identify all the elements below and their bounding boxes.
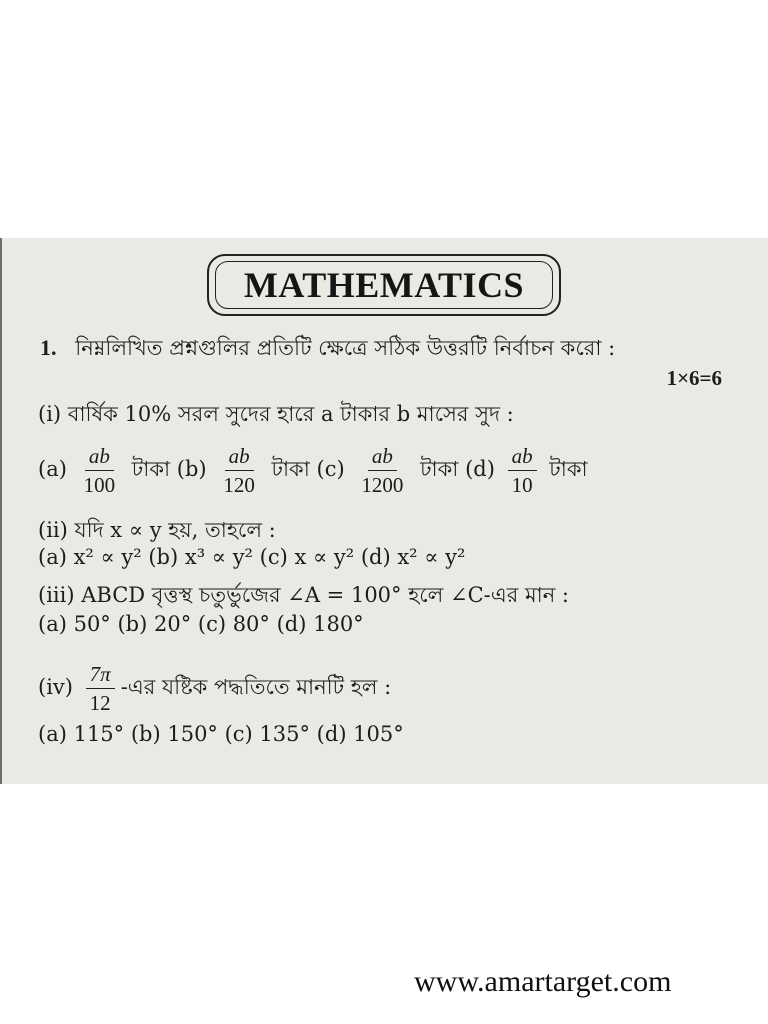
fraction-7pi-denominator: 12 bbox=[89, 691, 111, 716]
option-a-unit: টাকা bbox=[131, 457, 171, 482]
question-number: 1. bbox=[40, 335, 57, 360]
sub-question-4-options: (a) 115° (b) 150° (c) 135° (d) 105° bbox=[38, 722, 404, 746]
option-d-label: (d) bbox=[465, 457, 495, 482]
fraction-d-numerator: ab bbox=[508, 444, 537, 471]
fraction-b-numerator: ab bbox=[225, 444, 254, 471]
fraction-b-denominator: 120 bbox=[223, 473, 255, 498]
fraction-a bbox=[80, 444, 120, 497]
option-b-unit: টাকা bbox=[271, 457, 310, 482]
scanned-page bbox=[0, 238, 768, 784]
title-frame-inner bbox=[215, 261, 553, 309]
sub-question-4-prompt bbox=[38, 662, 391, 715]
sub-question-4-suffix: -এর যষ্টিক পদ্ধতিতে মানটি হল : bbox=[120, 675, 392, 700]
option-b-label: (b) bbox=[176, 457, 207, 482]
sub-question-1-prompt: (i) বার্ষিক 10% সরল সুদের হারে a টাকার b মাসের সুদ : bbox=[38, 402, 514, 426]
option-c-label: (c) bbox=[316, 457, 345, 482]
page-title: MATHEMATICS bbox=[243, 265, 525, 305]
fraction-a-denominator: 100 bbox=[83, 473, 116, 498]
sub-question-4-label: (iv) bbox=[38, 675, 73, 700]
fraction-d bbox=[508, 444, 537, 497]
fraction-a-numerator: ab bbox=[85, 444, 114, 471]
question-instruction: নিম্নলিখিত প্রশ্নগুলির প্রতিটি ক্ষেত্রে সঠিক উত্তরটি নির্বাচন করো : bbox=[75, 336, 616, 360]
sub-question-3-options: (a) 50° (b) 20° (c) 80° (d) 180° bbox=[38, 612, 364, 636]
fraction-7pi-numerator: 7π bbox=[86, 662, 115, 689]
fraction-c-denominator: 1200 bbox=[361, 473, 404, 498]
website-watermark: www.amartarget.com bbox=[414, 965, 672, 998]
marks-label: 1×6=6 bbox=[666, 366, 722, 390]
sub-question-3-prompt: (iii) ABCD বৃত্তস্থ চতুর্ভুজের ∠A = 100° হলে ∠C-এর মান : bbox=[38, 583, 570, 607]
title-frame bbox=[207, 254, 561, 316]
sub-question-1-options bbox=[38, 444, 588, 497]
sub-question-2-options: (a) x² ∝ y² (b) x³ ∝ y² (c) x ∝ y² (d) x² ∝ y² bbox=[38, 545, 466, 569]
option-d-unit: টাকা bbox=[549, 457, 588, 482]
question-line bbox=[40, 332, 615, 367]
fraction-c-numerator: ab bbox=[368, 444, 397, 471]
fraction-d-denominator: 10 bbox=[511, 473, 533, 498]
fraction-b bbox=[219, 444, 259, 497]
fraction-c bbox=[357, 444, 407, 497]
option-a-label: (a) bbox=[38, 457, 67, 482]
fraction-7pi-12 bbox=[86, 662, 115, 715]
option-c-unit: টাকা bbox=[420, 457, 459, 482]
sub-question-2-prompt: (ii) যদি x ∝ y হয়, তাহলে : bbox=[38, 518, 276, 542]
